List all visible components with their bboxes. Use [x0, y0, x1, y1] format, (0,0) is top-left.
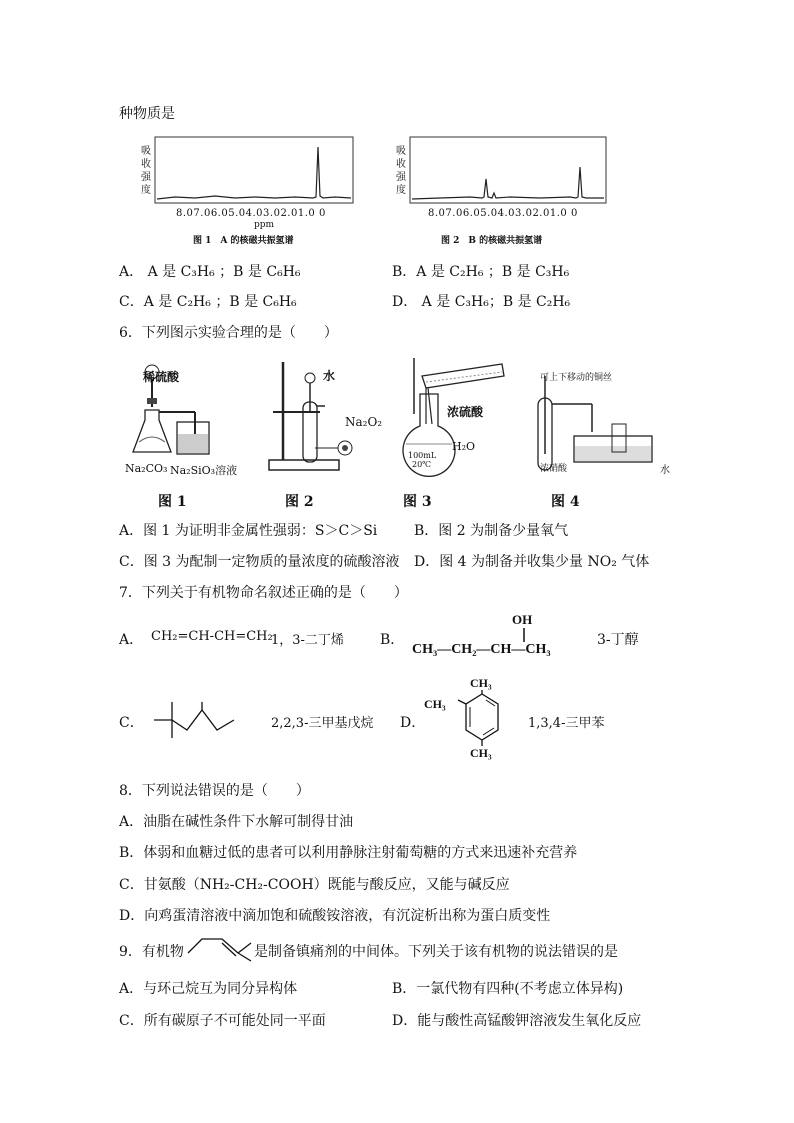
q7-stem: 7．下列关于有机物命名叙述正确的是（ ）: [119, 585, 408, 601]
fig1-right-label: Na₂SiO₃溶液: [170, 464, 238, 477]
fig4-wire-label: 可上下移动的铜丝: [540, 373, 613, 383]
q7-option-b-letter: B．: [380, 632, 405, 648]
nmr2-ticks: 8.07.06.05.04.03.02.01.0 0: [428, 208, 578, 219]
q7-option-b-oh: OH: [512, 612, 533, 627]
q7-option-d-letter: D．: [400, 715, 426, 731]
fig2-reagent-label: Na₂O₂: [345, 415, 383, 429]
q6-option-d: D．图 4 为制备并收集少量 NO₂ 气体: [414, 554, 650, 570]
q9-stem-post: 是制备镇痛剂的中间体。下列关于该有机物的说法错误的是: [254, 944, 618, 960]
nmr2-caption: 图 2 B 的核磁共振氢谱: [441, 236, 543, 246]
fig3-flask-label: 100mL: [408, 451, 437, 460]
q7-option-d-ch3-top: CH₃: [470, 676, 492, 690]
q6-stem: 6．下列图示实验合理的是（ ）: [119, 325, 338, 341]
q9-option-d: D．能与酸性高锰酸钾溶液发生氧化反应: [392, 1013, 642, 1029]
q8-option-b: B．体弱和血糖过低的患者可以利用静脉注射葡萄糖的方式来迅速补充营养: [119, 845, 578, 861]
q7-option-c-name: 2,2,3-三甲基戊烷: [271, 716, 374, 731]
nmr2-plot: [410, 137, 610, 207]
q7-option-b-formula: CH₃—CH₂—CH—CH₃: [412, 642, 551, 657]
q6-option-a: A．图 1 为证明非金属性强弱：S＞C＞Si: [119, 523, 378, 539]
q8-option-c: C．甘氨酸（NH₂-CH₂-COOH）既能与酸反应，又能与碱反应: [119, 877, 510, 893]
fig3-label: 图 3: [403, 494, 432, 510]
q9-molecule-skeleton: [185, 931, 253, 961]
fig3-water-label: H₂O: [452, 440, 476, 453]
q5-option-d: D． A 是 C₃H₆；B 是 C₂H₆: [392, 294, 571, 310]
q7-option-c-skeleton: [150, 700, 240, 740]
fig1-left-label: Na₂CO₃: [125, 462, 168, 475]
fig4-label: 图 4: [551, 494, 580, 510]
q7-option-a-letter: A．: [119, 632, 144, 648]
q7-option-d-ch3-bottom: CH₃: [470, 746, 492, 760]
fig2-label: 图 2: [285, 494, 314, 510]
q8-option-a: A．油脂在碱性条件下水解可制得甘油: [119, 814, 354, 830]
fig4-water-label: 水: [660, 465, 670, 476]
q9-stem-pre: 9．有机物: [119, 944, 184, 960]
q9-option-a: A．与环己烷互为同分异构体: [119, 981, 298, 997]
q6-option-c: C．图 3 为配制一定物质的量浓度的硫酸溶液: [119, 554, 400, 570]
nmr1-ylabel: 吸 收 强 度: [141, 146, 151, 196]
intro-text: 种物质是: [119, 106, 175, 122]
nmr2-ylabel: 吸 收 强 度: [396, 146, 406, 196]
q7-option-a-formula: CH₂=CH-CH=CH₂: [151, 629, 273, 644]
nmr1-xunit: ppm: [254, 220, 275, 230]
q7-option-b-bond: [522, 628, 526, 642]
fig3-acid-label: 浓硫酸: [447, 405, 484, 419]
q8-stem: 8．下列说法错误的是（ ）: [119, 783, 310, 799]
q5-option-b: B．A 是 C₂H₆ ；B 是 C₃H₆: [392, 264, 570, 280]
q9-option-b: B．一氯代物有四种(不考虑立体异构): [392, 981, 624, 997]
nmr1-plot: [155, 137, 355, 207]
fig1-label: 图 1: [158, 494, 187, 510]
q6-option-b: B．图 2 为制备少量氧气: [414, 523, 569, 539]
q7-option-c-letter: C．: [119, 715, 144, 731]
nmr1-caption: 图 1 A 的核磁共振氢谱: [193, 236, 294, 246]
q7-option-d-name: 1,3,4-三甲苯: [528, 716, 605, 731]
q7-option-d-ch3-left: CH₃: [424, 697, 446, 711]
q7-option-a-name: 1，3-二丁烯: [271, 633, 344, 648]
q9-option-c: C．所有碳原子不可能处同一平面: [119, 1013, 326, 1029]
fig3-temp-label: 20℃: [412, 460, 432, 469]
q5-option-a: A． A 是 C₃H₆ ；B 是 C₆H₆: [119, 264, 301, 280]
q5-option-c: C．A 是 C₂H₆ ；B 是 C₆H₆: [119, 294, 297, 310]
q7-option-b-name: 3-丁醇: [597, 632, 639, 648]
fig2-water-label: 水: [323, 369, 336, 383]
fig1-acid-label: 稀硫酸: [143, 370, 180, 384]
fig4-acid-label: 浓硝酸: [540, 464, 568, 474]
nmr1-ticks: 8.07.06.05.04.03.02.01.0 0: [176, 208, 326, 219]
q8-option-d: D．向鸡蛋清溶液中滴加饱和硫酸铵溶液，有沉淀析出称为蛋白质变性: [119, 908, 551, 924]
q7-option-d-ring: [450, 690, 500, 748]
